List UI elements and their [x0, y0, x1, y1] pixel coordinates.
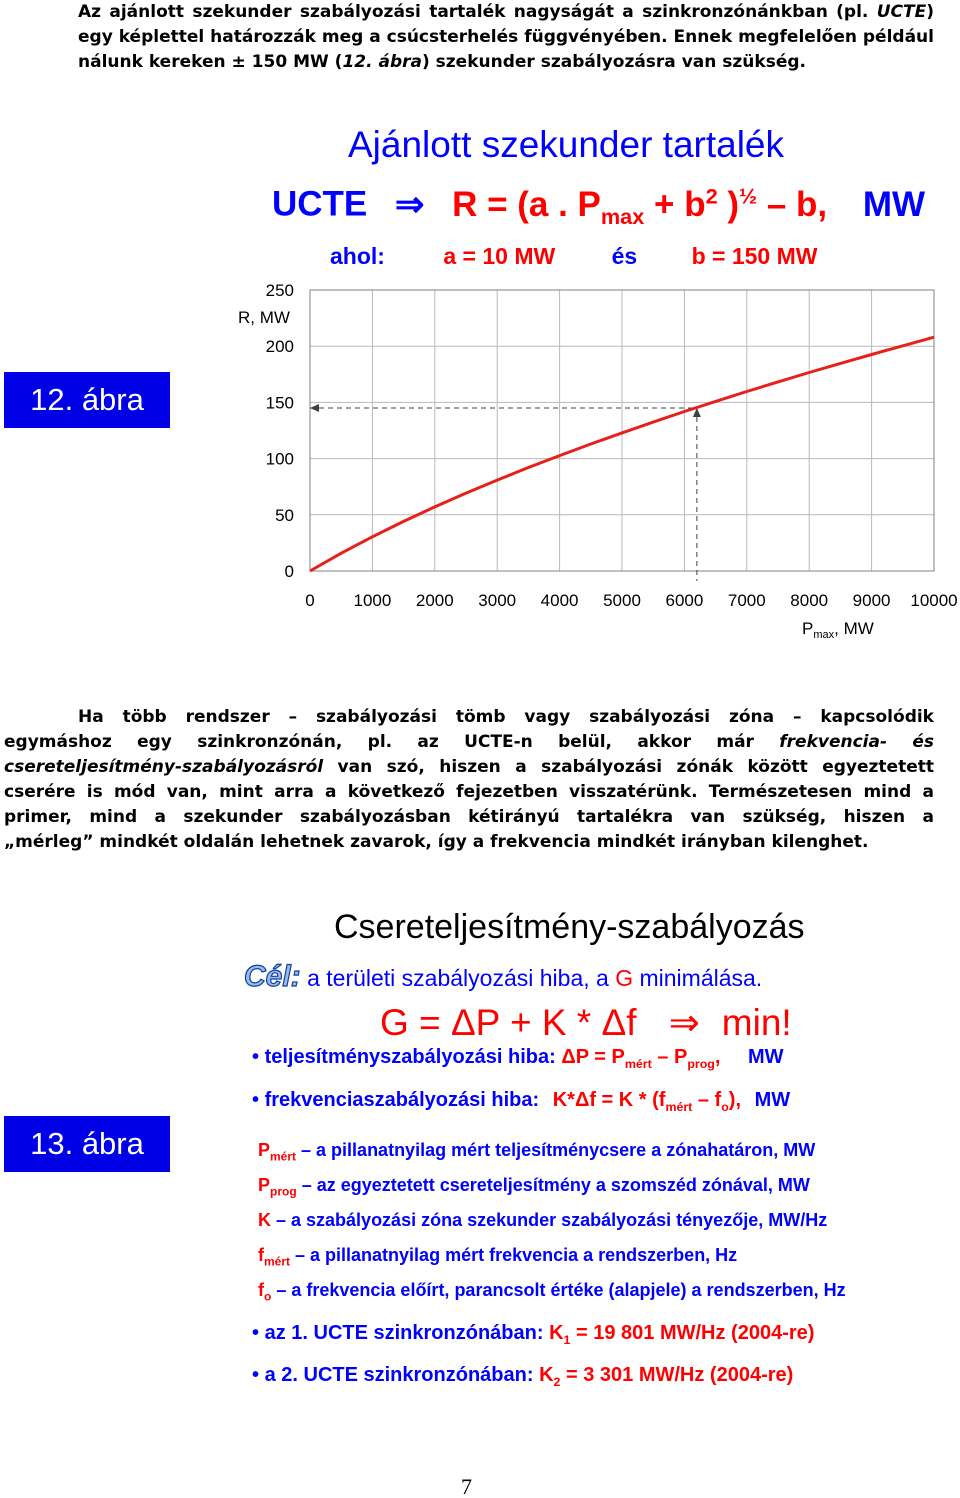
delta-symbol: Δ	[450, 1002, 476, 1043]
x-tick-label: 9000	[852, 591, 891, 610]
def-p-mert: $P_{mért}$ – a pillanatnyilag mért teljesítménycsere a zónahatáron, MW	[258, 1140, 816, 1164]
def-f-o: $f_o$ – a frekvencia előírt, parancsolt értéke (alapjele) a rendszerben, Hz	[258, 1280, 846, 1304]
x-tick-label: 7000	[727, 591, 766, 610]
intro-line-2: egy képlettel határozzák meg a csúcsterhelés függvényében. Ennek megfelelően például	[78, 27, 934, 47]
cel-logo: Cél:	[244, 960, 301, 993]
main-formula: G = ΔP + K * Δf ⇒ min!	[380, 1002, 792, 1043]
y-tick-label: 0	[284, 562, 294, 581]
k2-line: • a 2. UCTE szinkronzónában: $K_2 = 3$ 301 MW/Hz (2004-re)	[252, 1364, 794, 1389]
y-tick-label: 50	[275, 505, 294, 525]
y-tick-label: 150	[265, 393, 294, 413]
x-tick-label: 3000	[478, 591, 517, 610]
k1-line: • az 1. UCTE szinkronzónában: $K_1 = 19$ 801 MW/Hz (2004-re)	[252, 1322, 815, 1347]
body-line-1: Ha több rendszer – szabályozási tömb vagy szabályozási zóna – kapcsolódik	[78, 707, 934, 727]
y-tick-label: 200	[265, 337, 294, 357]
formula-ucte: UCTE	[272, 184, 368, 224]
body-line-6: „mérleg” mindkét oldalán lehetnek zavarok, így a frekvencia mindkét irányban kilenghet.	[4, 832, 869, 852]
y-tick-label: 100	[265, 449, 294, 469]
y-axis-label: R, MW	[238, 308, 290, 327]
figure-12-badge: 12. ábra	[4, 372, 170, 428]
body-line-5: primer, mind a szekunder szabályozásban kétirányú tartalékra van szükség, hiszen a	[4, 807, 934, 827]
def-f-mert: $f_{mért}$ – a pillanatnyilag mért frekvencia a rendszerben, Hz	[258, 1245, 738, 1269]
x-tick-label: 1000	[353, 591, 392, 610]
delta-symbol: Δ	[601, 1002, 627, 1043]
x-tick-label: 2000	[415, 591, 454, 610]
goal-line: Cél: a területi szabályozási hiba, a G minimálása.	[244, 960, 763, 993]
x-tick-label: 8000	[790, 591, 829, 610]
figure-13-badge: 13. ábra	[4, 1116, 170, 1172]
figure-12-title: Ajánlott szekunder tartalék	[348, 124, 785, 165]
page-number: 7	[461, 1474, 472, 1498]
bullet-frequency-error: • frekvenciaszabályozási hiba: $K*\Delta f = K * (f_{mért} - f_o)$, MW	[252, 1089, 791, 1114]
formula-unit: MW	[862, 184, 926, 224]
intro-line-1: Az ajánlott szekunder szabályozási tartalék nagyságát a szinkronzónánkban (pl. UCTE)	[78, 2, 934, 22]
x-tick-label: 6000	[665, 591, 704, 610]
x-axis-label: $P_{max}$, MW	[802, 619, 874, 641]
chart-grid	[310, 290, 934, 571]
def-k: K – a szabályozási zóna szekunder szabályozási tényezője, MW/Hz	[258, 1210, 828, 1230]
where-label: ahol:	[330, 243, 385, 269]
body-paragraph	[4, 705, 934, 855]
implies-arrow: ⇒	[668, 1002, 700, 1043]
body-line-4: cserére is mód van, mint arra a következő fejezetben visszatérünk. Természetesen mind a	[4, 782, 934, 802]
reserve-chart	[0, 0, 960, 660]
marker-arrowhead-left	[310, 404, 319, 412]
figure-13-title: Csereteljesítmény-szabályozás	[334, 908, 805, 946]
bullet-power-error: • teljesítményszabályozási hiba: $\Delta P = P_{mért} - P_{prog}$, MW	[252, 1046, 784, 1071]
reading-markers	[310, 404, 701, 581]
x-tick-label: 10000	[910, 591, 958, 610]
x-tick-label: 4000	[540, 591, 579, 610]
implies-arrow: ⇒	[395, 184, 425, 224]
body-line-2: egymáshoz egy szinkronzónán, pl. az UCTE-n belül, akkor már frekvencia- és	[4, 732, 935, 752]
param-a: a = 10 MW	[443, 243, 556, 269]
x-tick-label: 5000	[603, 591, 641, 610]
x-tick-label: 0	[305, 591, 315, 610]
intro-line-3: nálunk kereken ± 150 MW (12. ábra) szekunder szabályozásra van szükség.	[78, 52, 806, 72]
def-p-prog: $P_{prog}$ – az egyeztetett csereteljesítmény a szomszéd zónával, MW	[258, 1175, 810, 1199]
x-tick-labels	[305, 591, 957, 610]
formula-expression: R = (a . $P_{max} + b^2$ )$^{\frac{1}{2}}$ – b,	[452, 183, 828, 229]
y-tick-label: 250	[265, 281, 294, 300]
and-label: és	[611, 243, 638, 269]
param-b: b = 150 MW	[691, 243, 818, 269]
body-line-3: csereteljesítmény-szabályozásról van szó, hiszen a szabályozási zónák között egyeztetett	[4, 757, 934, 777]
